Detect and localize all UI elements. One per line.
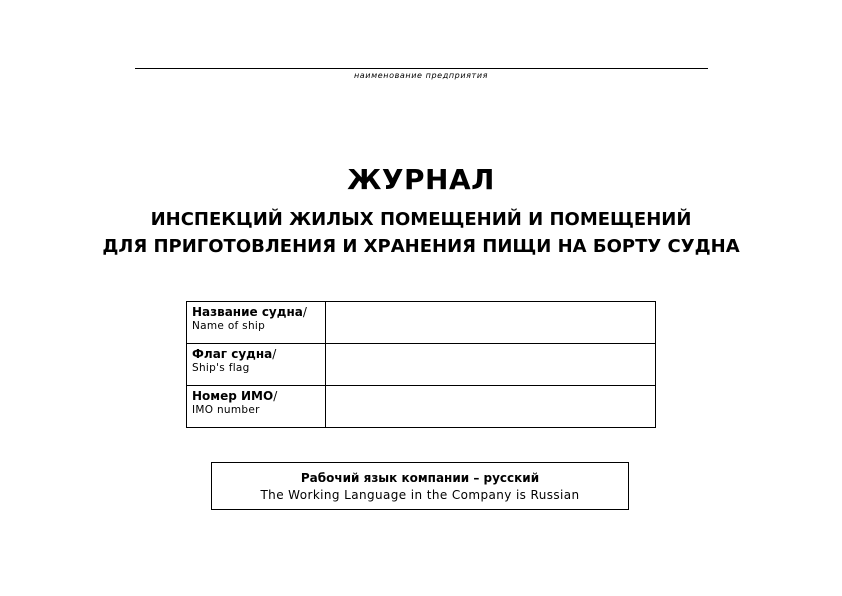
ship-flag-label-ru: Флаг судна bbox=[192, 347, 273, 361]
ship-flag-label bbox=[187, 344, 326, 386]
table-row-ship-flag bbox=[187, 344, 656, 386]
page-subtitle bbox=[0, 206, 842, 260]
enterprise-caption: наименование предприятия bbox=[353, 71, 489, 80]
imo-number-field[interactable] bbox=[326, 386, 656, 428]
ship-info-table bbox=[186, 301, 656, 428]
working-language-en: The Working Language in the Company is Russian bbox=[260, 488, 580, 502]
working-language-ru: Рабочий язык компании – русский bbox=[300, 471, 540, 485]
ship-name-label-ru: Название судна bbox=[192, 305, 303, 319]
imo-number-label bbox=[187, 386, 326, 428]
table-row-imo-number bbox=[187, 386, 656, 428]
ship-name-field[interactable] bbox=[326, 302, 656, 344]
subtitle-line-1: ИНСПЕКЦИЙ ЖИЛЫХ ПОМЕЩЕНИЙ И ПОМЕЩЕНИЙ bbox=[150, 209, 692, 230]
label-separator: / bbox=[302, 305, 307, 319]
ship-name-label-en: Name of ship bbox=[192, 320, 266, 332]
enterprise-name-line bbox=[135, 68, 708, 69]
label-separator: / bbox=[273, 389, 278, 403]
table-row-ship-name bbox=[187, 302, 656, 344]
page-title: ЖУРНАЛ bbox=[347, 163, 495, 196]
ship-flag-label-en: Ship's flag bbox=[192, 362, 250, 374]
ship-name-label bbox=[187, 302, 326, 344]
working-language-box bbox=[211, 462, 629, 510]
ship-flag-field[interactable] bbox=[326, 344, 656, 386]
subtitle-line-2: ДЛЯ ПРИГОТОВЛЕНИЯ И ХРАНЕНИЯ ПИЩИ НА БОРТУ СУДНА bbox=[102, 236, 740, 257]
imo-number-label-ru: Номер ИМО bbox=[192, 389, 274, 403]
imo-number-label-en: IMO number bbox=[192, 404, 260, 416]
label-separator: / bbox=[272, 347, 277, 361]
